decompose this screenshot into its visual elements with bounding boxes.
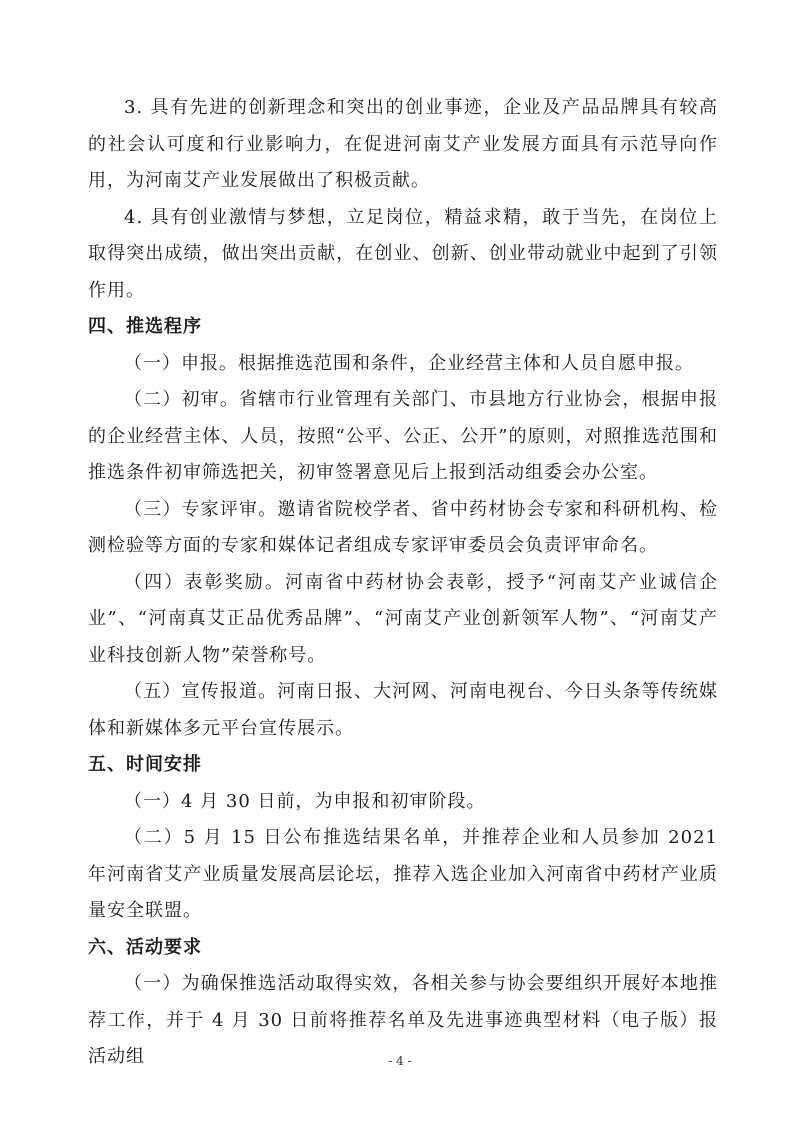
page-number: - 4 - (388, 1054, 412, 1068)
paragraph-procedure-1: （一）申报。根据推选范围和条件，企业经营主体和人员自愿申报。 (124, 352, 694, 374)
section-heading-requirements: 六、活动要求 (88, 936, 202, 958)
section-heading-procedure: 四、推选程序 (88, 316, 202, 337)
paragraph-schedule-1: （一）4 月 30 日前，为申报和初审阶段。 (124, 790, 486, 812)
paragraph-procedure-2: （二）初审。省辖市行业管理有关部门、市县地方行业协会，根据申报的企业经营主体、人员，按照“公平、公正、公开”的原则，对照推选范围和推选条件初审筛选把关，初审签署意见后上报到活动组委会办公室。 (88, 389, 718, 483)
paragraph-schedule-2: （二）5 月 15 日公布推选结果名单，并推荐企业和人员参加 2021 年河南省艾产业质量发展高层论坛，推荐入选企业加入河南省中药材产业质量安全联盟。 (88, 827, 718, 921)
paragraph-criterion-4: 4. 具有创业激情与梦想，立足岗位，精益求精，敢于当先，在岗位上取得突出成绩，做出突出贡献，在创业、创新、创业带动就业中起到了引领作用。 (88, 206, 718, 301)
paragraph-criterion-3: 3. 具有先进的创新理念和突出的创业事迹，企业及产品品牌具有较高的社会认可度和行业影响力，在促进河南艾产业发展方面具有示范导向作用，为河南艾产业发展做出了积极贡献。 (88, 97, 718, 191)
paragraph-procedure-5: （五）宣传报道。河南日报、大河网、河南电视台、今日头条等传统媒体和新媒体多元平台宣传展示。 (88, 681, 718, 739)
paragraph-procedure-4: （四）表彰奖励。河南省中药材协会表彰，授予“河南艾产业诚信企业”、“河南真艾正品优秀品牌”、“河南艾产业创新领军人物”、“河南艾产业科技创新人物”荣誉称号。 (88, 571, 718, 666)
document-body (88, 90, 718, 1076)
section-heading-schedule: 五、时间安排 (88, 754, 202, 775)
paragraph-procedure-3: （三）专家评审。邀请省院校学者、省中药材协会专家和科研机构、检测检验等方面的专家和媒体记者组成专家评审委员会负责评审命名。 (88, 498, 718, 556)
paragraph-requirements-1: （一）为确保推选活动取得实效，各相关参与协会要组织开展好本地推荐工作，并于 4 月 30 日前将推荐名单及先进事迹典型材料（电子版）报活动组 (88, 973, 718, 1067)
